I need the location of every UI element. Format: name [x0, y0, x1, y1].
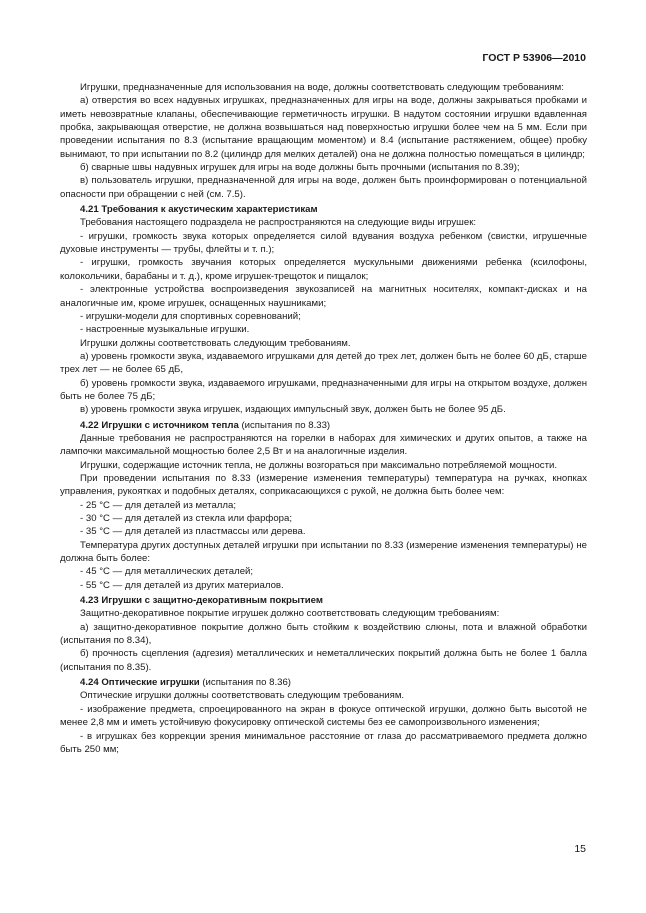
paragraph: Игрушки должны соответствовать следующим требованиям.: [80, 337, 351, 349]
paragraph: б) уровень громкости звука, издаваемого игрушками, предназначенными для игры на открытом воздухе, должен быть не более 75 дБ;: [60, 377, 587, 402]
section-heading-title: 4.21 Требования к акустическим характеристикам: [80, 204, 318, 216]
section-heading-title: 4.23 Игрушки с защитно-декоративным покрытием: [80, 595, 323, 607]
paragraph: Температура других доступных деталей игрушки при испытании по 8.33 (измерение изменения температуры) не должна быть более:: [60, 539, 587, 565]
paragraph: б) сварные швы надувных игрушек для игры на воде должны быть прочными (испытания по 8.39);: [80, 162, 520, 174]
section-heading-4-21: [60, 203, 587, 216]
paragraph: - настроенные музыкальные игрушки.: [80, 324, 250, 336]
document-body: [60, 81, 587, 756]
paragraph: б) прочность сцепления (адгезия) металлических и неметаллических покрытий должна быть не более 1 балла (испытания по 8.35).: [60, 648, 587, 673]
paragraph: - 30 °С — для деталей из стекла или фарфора;: [80, 513, 292, 524]
paragraph: а) уровень громкости звука, издаваемого игрушками для детей до трех лет, должен быть не более 60 дБ, старше трех лет — не более 65 дБ,: [60, 350, 587, 376]
paragraph: а) защитно-декоративное покрытие должно быть стойким к воздействию слюны, пота и влажной обработки (испытания по 8.34),: [60, 621, 587, 647]
paragraph: - электронные устройства воспроизведения звукозаписей на магнитных носителях, компакт-дисках и на аналогичные им, кроме игрушек, оснащенных наушниками;: [60, 284, 587, 309]
paragraph: Требования настоящего подраздела не распространяются на следующие виды игрушек:: [80, 217, 477, 229]
paragraph: При проведении испытания по 8.33 (измерение изменения температуры) температура на ручках, кнопках управления, рукоятках и подобных деталях, соприкасающихся с рукой, не должна быть более чем:: [60, 472, 587, 498]
paragraph: - 45 °С — для металлических деталей;: [80, 566, 254, 578]
document-code-header: ГОСТ Р 53906—2010: [482, 52, 586, 64]
paragraph: - 55 °С — для деталей из других материалов.: [80, 579, 284, 591]
section-heading-4-24: [60, 676, 587, 689]
paragraph: Данные требования не распространяются на горелки в наборах для химических и других опытов, а также на лампочки максимальной мощностью более 2,5 Вт и на аналогичные изделия.: [60, 432, 587, 458]
paragraph: - игрушки, громкость звука которых определяется силой вдувания воздуха ребенком (свистки, игрушечные духовые инструменты — трубы, флейты и т. п.);: [60, 230, 587, 256]
paragraph: в) уровень громкости звука игрушек, издающих импульсный звук, должен быть не более 95 дБ.: [80, 404, 506, 416]
paragraph: - в игрушках без коррекции зрения минимальное расстояние от глаза до рассматриваемого предмета должно быть 250 мм;: [60, 730, 587, 755]
paragraph: - 35 °С — для деталей из пластмассы или дерева.: [80, 526, 306, 538]
paragraph: в) пользователь игрушки, предназначенной для игры на воде, должен быть проинформирован о потенциальной опасности при обращении с ней (см. 7.5).: [60, 175, 587, 200]
paragraph: - игрушки-модели для спортивных соревнований;: [80, 310, 301, 322]
paragraph: Оптические игрушки должны соответствовать следующим требованиям.: [80, 690, 405, 702]
paragraph: Защитно-декоративное покрытие игрушек должно соответствовать следующим требованиям:: [80, 608, 500, 620]
paragraph: а) отверстия во всех надувных игрушках, предназначенных для игры на воде, должны закрываться пробками и иметь невозвратные клапаны, обеспечивающие герметичность игрушки. В надутом состоянии игрушки вдавленная пробка, закрывающая отверстие, не должна возвышаться над поверхностью игрушки более чем на 5 мм. Если при проведении испытания по 8.3 (испытание вращающим моментом) и 8.4 (испытание растяжением, общее) пробку вынимают, то при испытании по 8.2 (цилиндр для мелких деталей) она не должна полностью помещаться в цилиндр;: [60, 95, 587, 160]
section-heading-title: 4.24 Оптические игрушки: [80, 677, 200, 689]
paragraph: Игрушки, содержащие источник тепла, не должны возгораться при максимально потребляемой мощности.: [80, 459, 557, 471]
paragraph: Игрушки, предназначенные для использования на воде, должны соответствовать следующим требованиям:: [80, 82, 564, 93]
section-heading-title: 4.22 Игрушки с источником тепла: [80, 419, 239, 431]
section-heading-4-23: [60, 594, 587, 607]
section-heading-note: (испытания по 8.36): [202, 677, 291, 689]
paragraph: - 25 °С — для деталей из металла;: [80, 499, 236, 511]
page-number: 15: [574, 843, 586, 855]
section-heading-note: (испытания по 8.33): [241, 419, 331, 431]
paragraph: - игрушки, громкость звучания которых определяется мускульными движениями ребенка (ксилофоны, колокольчики, барабаны и т. д.), кроме игрушек-трещоток и пищалок;: [60, 257, 587, 282]
paragraph: - изображение предмета, спроецированного на экран в фокусе оптической игрушки, должно быть высотой не менее 2,8 мм и иметь устойчивую фокусировку оптической системы без ее самопроизвольного изменения;: [60, 703, 587, 729]
section-heading-4-22: [60, 419, 587, 432]
